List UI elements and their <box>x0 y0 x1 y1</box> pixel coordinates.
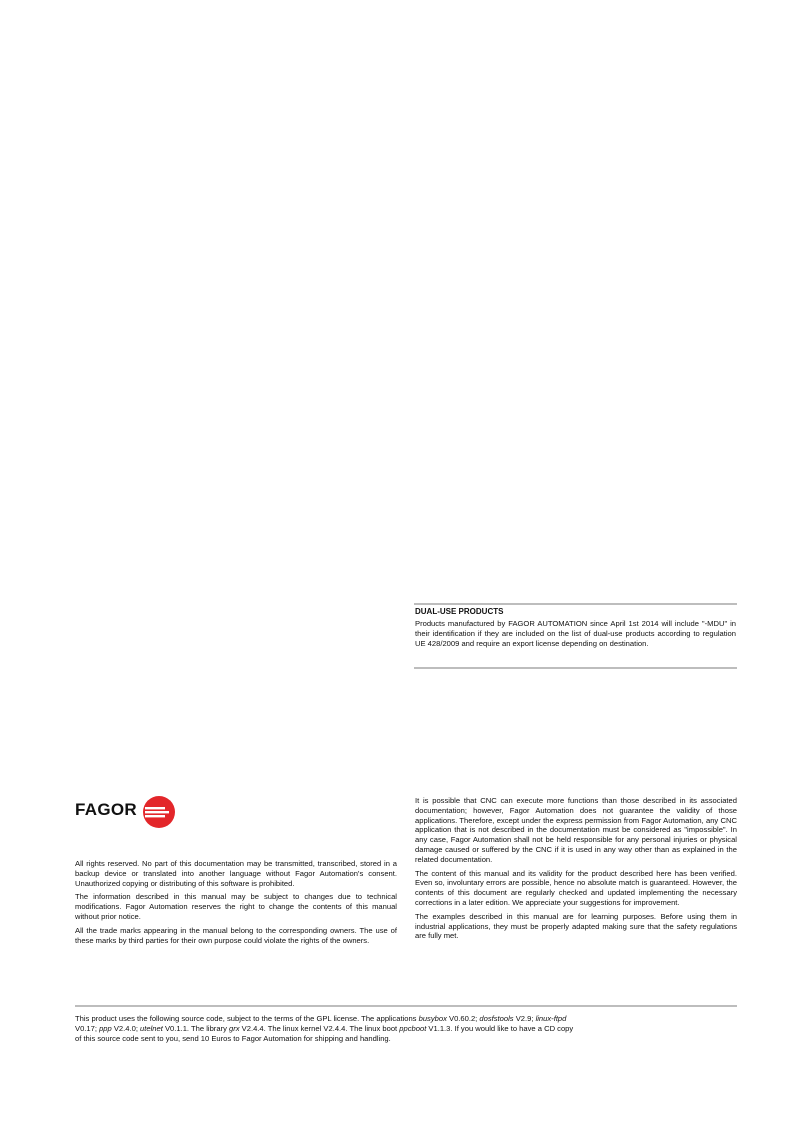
left-column <box>75 859 397 949</box>
dual-use-section <box>415 607 736 652</box>
gpl-text: This product uses the following source code, subject to the terms of the GPL license. The applications busybox V0.60.2; dosfstools V2.9; linux-ftpd V0.17; ppp V2.4.0; utelnet V0.1.1. The library grx V2.4.4. The linux kernel V2.4.4. The linux boot ppcboot V1.1.3. If you would like to have a CD copy of this source code sent to you, send 10 Euros to Fagor Automation for shipping and handling. <box>75 1014 574 1043</box>
gpl-ppcboot: ppcboot <box>399 1023 427 1033</box>
examples-paragraph: The examples described in this manual are for learning purposes. Before using them in industrial applications, they must be properly adapted making sure that the safety regulations are fully met. <box>415 911 737 941</box>
dual-use-title: DUAL-USE PRODUCTS <box>415 607 504 616</box>
dual-use-text: Products manufactured by FAGOR AUTOMATION since April 1st 2014 will include "-MDU" in their identification if they are included on the list of dual-use products according to regulation UE 428/2009 and require an export license depending on destination. <box>415 619 736 648</box>
gpl-grx: grx <box>229 1023 240 1033</box>
gpl-ppp: ppp <box>99 1023 112 1033</box>
gpl-notice <box>75 1014 575 1043</box>
right-column <box>415 796 737 945</box>
fagor-logo <box>75 795 185 829</box>
logo-wordmark: FAGOR <box>75 800 137 819</box>
gpl-linux-ftpd: linux-ftpd <box>535 1014 567 1023</box>
changes-notice-paragraph: The information described in this manual may be subject to changes due to technical modifications. Fagor Automation reserves the right to change the contents of this manual without prior notice. <box>75 892 397 921</box>
gpl-top-rule <box>75 1005 737 1007</box>
dual-use-bottom-rule <box>414 667 737 669</box>
trademarks-paragraph: All the trade marks appearing in the manual belong to the corresponding owners. The use of these marks by third parties for their own purpose could violate the rights of the owners. <box>75 925 397 945</box>
rights-reserved-paragraph: All rights reserved. No part of this documentation may be transmitted, transcribed, stored in a backup device or translated into another language without Fagor Automation's consent. Unauthorized copying or distributing of this software is prohibited. <box>75 859 397 888</box>
gpl-utelnet: utelnet <box>140 1023 163 1033</box>
gpl-dosfstools: dosfstools <box>479 1014 514 1023</box>
content-validity-paragraph: The content of this manual and its validity for the product described here has been verified. Even so, involuntary errors are possible, hence no absolute match is guaranteed. However, the contents of this document are regularly checked and updated implementing the necessary corrections in a later edition. We appreciate your suggestions for improvement. <box>415 868 737 907</box>
fagor-logo-icon <box>142 795 176 829</box>
dual-use-top-rule <box>414 603 737 605</box>
cnc-functions-paragraph: It is possible that CNC can execute more functions than those described in its associated documentation; however, Fagor Automation does not guarantee the validity of those applications. Therefore, except under the express permission from Fagor Automation, any CNC application that is not described in the documentation must be considered as "impossible". In any case, Fagor Automation shall not be held responsible for any personal injuries or physical damage caused or suffered by the CNC if it is used in any way other than as explained in the related documentation. <box>415 796 737 864</box>
gpl-busybox: busybox <box>418 1014 447 1023</box>
